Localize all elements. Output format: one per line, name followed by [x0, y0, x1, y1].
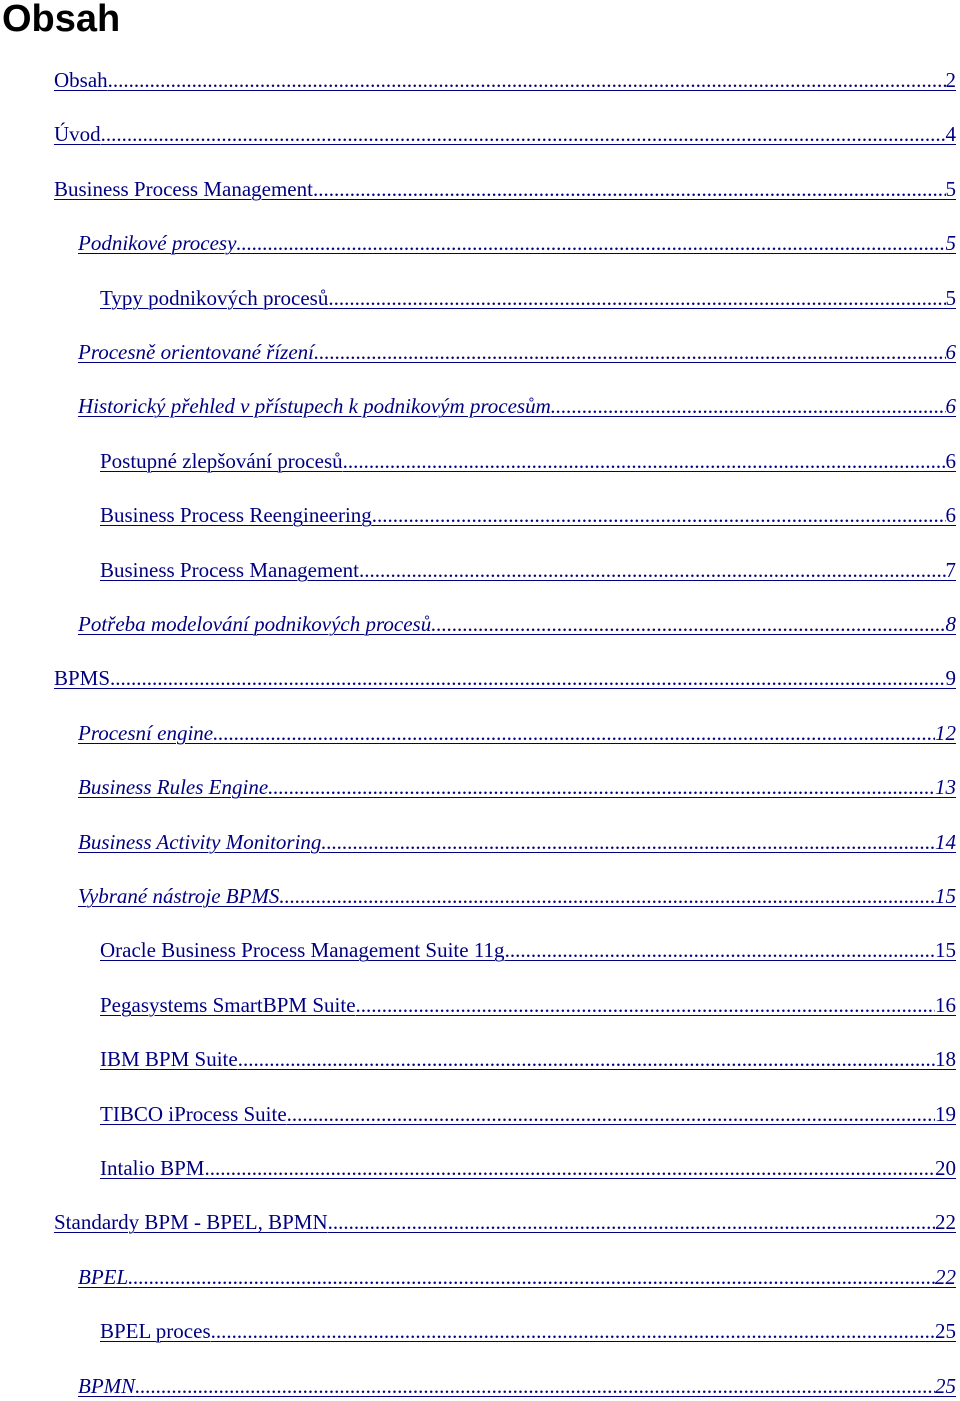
toc-dot-leader [213, 719, 935, 747]
toc-entry[interactable] [78, 880, 956, 910]
toc-dot-leader [328, 284, 945, 312]
toc-dot-leader [268, 773, 935, 801]
toc-entry[interactable] [100, 282, 956, 312]
toc-page-number: 22 [935, 1210, 956, 1235]
toc-entry[interactable] [100, 1315, 956, 1345]
toc-entry-title: Historický přehled v přístupech k podnikovým procesům [78, 394, 551, 419]
toc-entry[interactable] [100, 1043, 956, 1073]
toc-dot-leader [287, 1100, 935, 1128]
toc-entry-title: IBM BPM Suite [100, 1047, 238, 1072]
toc-dot-leader [128, 1263, 935, 1291]
toc-dot-leader [321, 828, 935, 856]
toc-entry-title: Potřeba modelování podnikových procesů [78, 612, 432, 636]
toc-entry-title: BPEL [78, 1264, 129, 1289]
toc-entry-title: TIBCO iProcess Suite [100, 1101, 287, 1126]
toc-dot-leader [356, 991, 935, 1019]
toc-page-number: 16 [935, 992, 956, 1017]
toc-dot-leader [431, 610, 945, 638]
toc-page-number: 4 [945, 122, 956, 147]
toc-entry[interactable] [100, 1152, 956, 1182]
toc-page-number: 6 [945, 503, 956, 528]
toc-dot-leader [135, 1372, 935, 1400]
toc-entry-title: Business Process Management [100, 557, 359, 582]
toc-entry[interactable] [54, 662, 956, 692]
toc-page-number: 18 [935, 1047, 956, 1072]
toc-dot-leader [204, 1154, 935, 1182]
toc-dot-leader [279, 882, 935, 910]
toc-page-number: 6 [945, 394, 956, 419]
toc-page-number: 6 [945, 340, 956, 364]
toc-entry-title: Business Process Management [54, 176, 313, 201]
toc-entry[interactable] [78, 390, 956, 420]
toc-entry[interactable] [100, 499, 956, 529]
toc-entry[interactable] [100, 1098, 956, 1128]
toc-entry-title: Postupné zlepšování procesů [100, 448, 343, 473]
toc-entry[interactable] [100, 445, 956, 475]
toc-page-number: 13 [935, 775, 956, 800]
toc-entry-title: Vybrané nástroje BPMS [78, 884, 280, 908]
toc-entry-title: Pegasystems SmartBPM Suite [100, 992, 356, 1017]
toc-page-number: 7 [945, 557, 956, 582]
toc-page-number: 9 [945, 666, 956, 691]
toc-entry-title: Úvod [54, 122, 101, 147]
toc-entry-title: BPMN [78, 1373, 136, 1398]
toc-dot-leader [110, 664, 945, 692]
toc-dot-leader [108, 66, 946, 94]
toc-page-number: 22 [935, 1264, 956, 1289]
toc-entry-title: Intalio BPM [100, 1156, 205, 1180]
toc-entry-title: BPMS [54, 666, 111, 691]
toc-dot-leader [101, 120, 946, 148]
toc-entry-title: Typy podnikových procesů [100, 285, 329, 310]
toc-page-number: 6 [945, 448, 956, 473]
toc-dot-leader [343, 447, 946, 475]
toc-page-number: 19 [935, 1101, 956, 1126]
page-title: Obsah [2, 0, 121, 40]
toc-entry[interactable] [78, 1370, 956, 1400]
toc-entry[interactable] [54, 118, 956, 148]
toc-dot-leader [236, 229, 945, 257]
toc-dot-leader [211, 1317, 935, 1345]
toc-page-number: 5 [945, 231, 956, 256]
toc-dot-leader [238, 1045, 935, 1073]
toc-entry[interactable] [54, 64, 956, 94]
toc-page-number: 2 [945, 68, 956, 92]
toc-page-number: 8 [945, 612, 956, 636]
toc-dot-leader [328, 1208, 935, 1236]
toc-entry-title: Oracle Business Process Management Suite 11g [100, 938, 505, 963]
toc-entry[interactable] [78, 336, 956, 366]
toc-page-number: 25 [935, 1373, 956, 1398]
toc-page-number: 5 [945, 176, 956, 201]
toc-page-number: 20 [935, 1156, 956, 1180]
toc-page-number: 14 [935, 829, 956, 854]
toc-entry[interactable] [78, 608, 956, 638]
toc-entry[interactable] [78, 826, 956, 856]
toc-dot-leader [313, 175, 946, 203]
toc-entry-title: Standardy BPM - BPEL, BPMN [54, 1210, 328, 1235]
toc-entry[interactable] [54, 1206, 956, 1236]
toc-entry[interactable] [100, 934, 956, 964]
toc-entry-title: Business Rules Engine [78, 775, 269, 800]
toc-page-number: 5 [945, 285, 956, 310]
toc-entry-title: Procesně orientované řízení [78, 340, 314, 364]
toc-page-number: 15 [935, 938, 956, 963]
toc-entry[interactable] [78, 771, 956, 801]
toc-dot-leader [372, 501, 946, 529]
toc-entry-title: Podnikové procesy [78, 231, 237, 256]
toc-dot-leader [551, 392, 946, 420]
toc-entry[interactable] [78, 1261, 956, 1291]
toc-entry[interactable] [54, 173, 956, 203]
toc-entry[interactable] [78, 227, 956, 257]
toc-entry-title: BPEL proces [100, 1319, 211, 1344]
toc-entry-title: Business Process Reengineering [100, 503, 372, 528]
toc-dot-leader [505, 936, 935, 964]
toc-page-number: 25 [935, 1319, 956, 1344]
toc-dot-leader [359, 556, 946, 584]
toc-page-number: 12 [935, 720, 956, 745]
toc-entry[interactable] [100, 989, 956, 1019]
toc-entry[interactable] [78, 717, 956, 747]
toc-dot-leader [314, 338, 946, 366]
toc-entry[interactable] [100, 554, 956, 584]
toc-entry-title: Business Activity Monitoring [78, 829, 322, 854]
toc-page-number: 15 [935, 884, 956, 908]
toc-entry-title: Obsah [54, 68, 108, 92]
toc-entry-title: Procesní engine [78, 720, 214, 745]
